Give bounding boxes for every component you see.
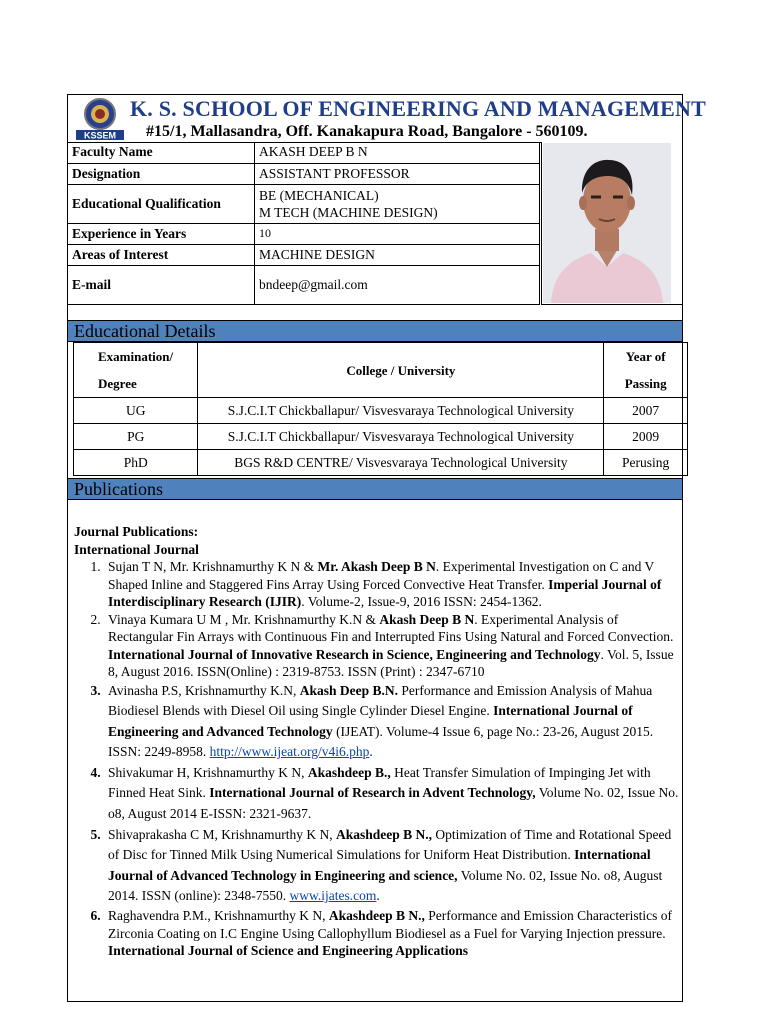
pub-journal: International Journal of Research in Advent Technology, xyxy=(209,785,536,801)
pub-authors: Raghavendra P.M., Krishnamurthy K N, xyxy=(108,908,329,924)
pub-author-highlight: Akashdeep B., xyxy=(307,764,391,780)
profile-label: Designation xyxy=(68,163,255,184)
designation-value: ASSISTANT PROFESSOR xyxy=(255,163,540,184)
pub-link[interactable]: www.ijates.com xyxy=(289,888,377,904)
list-item xyxy=(104,825,684,907)
year-header xyxy=(604,343,688,398)
table-row xyxy=(74,450,688,476)
pub-journal: Imperial Journal of Interdisciplinary Research (IJIR) xyxy=(108,576,662,609)
pub-journal: International Journal of Advanced Technology in Engineering and science, xyxy=(108,847,651,883)
exam-header xyxy=(74,343,198,398)
year-header-line: Passing xyxy=(624,376,667,391)
qualification-line: BE (MECHANICAL) xyxy=(259,187,379,203)
publications-list xyxy=(74,523,684,960)
qualification-line: M TECH (MACHINE DESIGN) xyxy=(259,204,438,220)
pub-authors: Sujan T N, Mr. Krishnamurthy K N & xyxy=(108,559,318,574)
pub-end: . xyxy=(369,744,373,760)
degree-cell: UG xyxy=(74,398,198,424)
list-item xyxy=(104,763,684,825)
year-cell: 2009 xyxy=(604,424,688,450)
faculty-name-value: AKASH DEEP B N xyxy=(255,142,540,163)
pub-author-highlight: Akashdeep B N., xyxy=(328,908,425,924)
profile-label: Educational Qualification xyxy=(68,184,255,223)
pub-title: Performance and Emission Characteristics of Zirconia Coating on I.C Engine Using Callophyllum Biodiesel as a Fuel for Varying Injection pressure. xyxy=(108,908,672,941)
exam-header-line: Examination/ xyxy=(98,349,174,364)
profile-row xyxy=(68,244,540,265)
pub-journal: International Journal of Engineering and Advanced Technology xyxy=(108,703,633,739)
pub-title: Heat Transfer Simulation of Impinging Jet with Finned Heat Sink. xyxy=(108,764,651,801)
profile-table xyxy=(68,142,540,305)
pub-title: . Experimental Analysis of Rectangular Fin Arrays with Continuous Fin and Interrupted Fins Using Natural and Forced Convection. xyxy=(108,611,674,644)
school-name: K. S. SCHOOL OF ENGINEERING AND MANAGEMENT xyxy=(130,96,706,121)
degree-cell: PhD xyxy=(74,450,198,476)
year-cell: Perusing xyxy=(604,450,688,476)
list-item xyxy=(104,907,684,960)
pub-title: . Experimental Investigation on C and V Shaped Inline and Staggered Fins Array Using Forced Convective Heat Transfer. xyxy=(108,559,654,592)
pub-link[interactable]: http://www.ijeat.org/v4i6.php xyxy=(209,744,370,760)
profile-label: Areas of Interest xyxy=(68,244,255,265)
college-logo xyxy=(74,97,126,141)
qualification-value xyxy=(255,184,540,223)
table-row xyxy=(74,398,688,424)
profile-label: E-mail xyxy=(68,265,255,304)
pub-author-highlight: Mr. Akash Deep B N xyxy=(317,559,436,574)
email-value: bndeep@gmail.com xyxy=(255,265,540,304)
college-cell: S.J.C.I.T Chickballapur/ Visvesvaraya Technological University xyxy=(198,424,604,450)
pub-details: (IJEAT). Volume-4 Issue 6, page No.: 23-26, August 2015. ISSN: 2249-8958. xyxy=(108,723,654,760)
profile-row xyxy=(68,223,540,244)
profile-label: Experience in Years xyxy=(68,223,255,244)
profile-row xyxy=(68,163,540,184)
list-item xyxy=(104,558,684,611)
degree-cell: PG xyxy=(74,424,198,450)
pub-authors: Shivaprakasha C M, Krishnamurthy K N, xyxy=(108,826,336,842)
list-item xyxy=(104,611,684,681)
table-row xyxy=(74,424,688,450)
pub-author-highlight: Akash Deep B N xyxy=(379,611,475,627)
college-cell: S.J.C.I.T Chickballapur/ Visvesvaraya Technological University xyxy=(198,398,604,424)
educational-details-header xyxy=(68,320,682,342)
profile-row xyxy=(68,184,540,223)
pub-authors: Avinasha P.S, Krishnamurthy K.N, xyxy=(108,682,300,698)
pub-authors: Shivakumar H, Krishnamurthy K N, xyxy=(108,764,308,780)
faculty-profile-sheet xyxy=(67,94,706,1002)
college-header: College / University xyxy=(198,343,604,398)
pub-title: Performance and Emission Analysis of Mahua Biodiesel Blends with Diesel Oil using Single Cylinder Diesel Engine. xyxy=(108,682,653,719)
pub-details: Volume No. 02, Issue No. o8, August 2014 E-ISSN: 2321-9637. xyxy=(108,785,679,822)
pub-details: . Volume-2, Issue-9, 2016 ISSN: 2454-1362. xyxy=(301,594,542,609)
year-header-line: Year of xyxy=(625,349,666,364)
publications-subheading: International Journal xyxy=(74,541,199,557)
section-title: Educational Details xyxy=(74,321,216,341)
publications-subheading: Journal Publications: xyxy=(74,524,199,539)
pub-journal: International Journal of Science and Engineering Applications xyxy=(108,943,469,959)
pub-details: Volume No. 02, Issue No. o8, August 2014. ISSN (online): 2348-7550. xyxy=(108,867,663,904)
section-title: Publications xyxy=(74,479,163,499)
pub-end: . xyxy=(376,888,380,904)
profile-label: Faculty Name xyxy=(68,142,255,163)
publications-header xyxy=(68,478,682,500)
profile-row xyxy=(68,265,540,304)
pub-title: Optimization of Time and Rotational Speed of Disc for Tinned Milk Using Numerical Simulations for Uniform Heat Distribution. xyxy=(108,826,672,863)
experience-value: 10 xyxy=(255,223,540,244)
svg-text:KSSEM: KSSEM xyxy=(83,130,117,141)
school-address: #15/1, Mallasandra, Off. Kanakapura Road, Bangalore - 560109. xyxy=(146,123,588,140)
photo-cell xyxy=(541,142,682,305)
letterhead xyxy=(68,95,706,143)
interest-value: MACHINE DESIGN xyxy=(255,244,540,265)
pub-authors: Vinaya Kumara U M , Mr. Krishnamurthy K.N & xyxy=(108,611,380,627)
pub-author-highlight: Akashdeep B N., xyxy=(335,826,433,842)
college-cell: BGS R&D CENTRE/ Visvesvaraya Technological University xyxy=(198,450,604,476)
list-item xyxy=(104,681,684,763)
faculty-photo xyxy=(543,143,671,303)
education-header-row xyxy=(74,343,688,398)
year-cell: 2007 xyxy=(604,398,688,424)
exam-header-line: Degree xyxy=(98,376,137,391)
profile-row xyxy=(68,142,540,163)
pub-author-highlight: Akash Deep B.N. xyxy=(299,682,399,698)
pub-details: . Vol. 5, Issue 8, August 2016. ISSN(Online) : 2319-8753. ISSN (Print) : 2347-6710 xyxy=(108,646,674,679)
pub-journal: International Journal of Innovative Research in Science, Engineering and Technology xyxy=(108,646,601,662)
education-table xyxy=(73,342,688,476)
